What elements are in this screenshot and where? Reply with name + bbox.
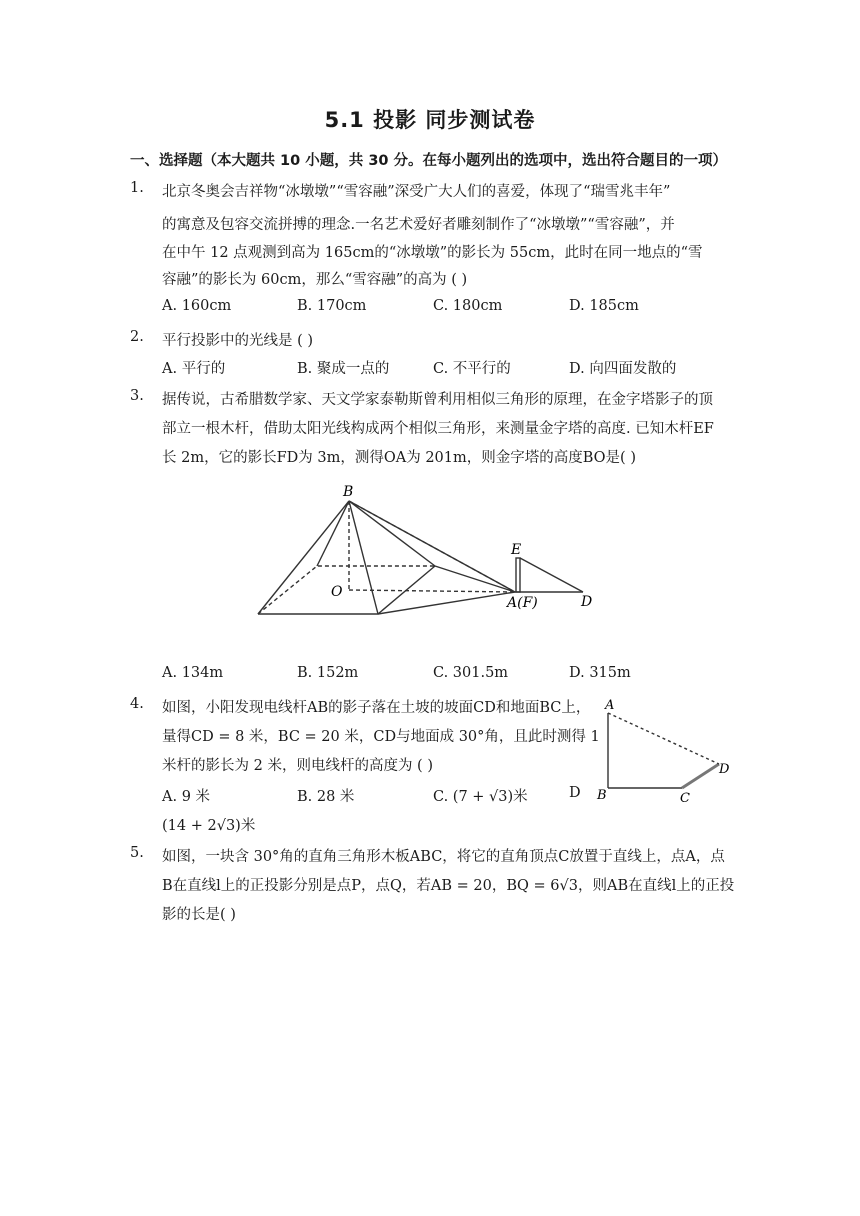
question-number: 1. — [130, 180, 144, 196]
question-line: 长 2m，它的影长FD为 3m，测得OA为 201m，则金字塔的高度BO是( ) — [162, 450, 636, 466]
option-b[interactable]: B. 152m — [297, 665, 359, 681]
label-af: A(F) — [507, 595, 538, 611]
question-line: 如图，一块含 30°角的直角三角形木板ABC，将它的直角顶点C放置于直线上，点A，点 — [162, 849, 725, 865]
option-c[interactable]: C. 180cm — [433, 298, 503, 314]
section-heading: 一、选择题（本大题共 10 小题，共 30 分。在每小题列出的选项中，选出符合题目的一项） — [130, 153, 728, 169]
question-line: 的寓意及包容交流拼搏的理念.一名艺术爱好者雕刻制作了“冰墩墩”“雪容融”，并 — [162, 217, 675, 233]
question-number: 4. — [130, 696, 144, 712]
label-e: E — [511, 542, 522, 558]
label-a: A — [605, 698, 615, 713]
question-line: 平行投影中的光线是 ( ) — [162, 333, 314, 349]
page-title: 5.1 投影 同步测试卷 — [324, 108, 536, 132]
option-d[interactable]: D. 315m — [569, 665, 631, 681]
question-line: 容融”的影长为 60cm，那么“雪容融”的高为 ( ) — [162, 272, 468, 288]
question-number: 5. — [130, 845, 144, 861]
question-line: 量得CD = 8 米，BC = 20 米，CD与地面成 30°角，且此时测得 1 — [162, 729, 600, 745]
option-c[interactable]: C. (7 + √3)米 — [433, 789, 528, 805]
label-d: D — [719, 762, 730, 777]
option-a[interactable]: A. 9 米 — [162, 789, 211, 805]
option-b[interactable]: B. 170cm — [297, 298, 367, 314]
question-line: 据传说，古希腊数学家、天文学家泰勒斯曾利用相似三角形的原理，在金字塔影子的顶 — [162, 392, 713, 408]
label-b: B — [597, 788, 607, 803]
question-line: B在直线l上的正投影分别是点P，点Q，若AB = 20，BQ = 6√3，则AB在直线l上的正投 — [162, 878, 735, 894]
option-d[interactable]: D. 185cm — [569, 298, 639, 314]
option-d-wrap[interactable]: (14 + 2√3)米 — [162, 818, 256, 834]
option-a[interactable]: A. 134m — [162, 665, 224, 681]
label-c: C — [680, 791, 690, 805]
pyramid-figure — [245, 478, 615, 643]
label-b: B — [343, 484, 354, 500]
question-number: 2. — [130, 329, 144, 345]
question-line: 如图，小阳发现电线杆AB的影子落在土坡的坡面CD和地面BC上， — [162, 700, 591, 716]
question-number: 3. — [130, 388, 144, 404]
question-line: 在中午 12 点观测到高为 165cm的“冰墩墩”的影长为 55cm，此时在同一地点的“雪 — [162, 245, 703, 261]
option-b[interactable]: B. 28 米 — [297, 789, 355, 805]
question-line: 米杆的影长为 2 米，则电线杆的高度为 ( ) — [162, 758, 433, 774]
pole-figure — [595, 695, 735, 805]
label-d: D — [581, 594, 593, 610]
option-d[interactable]: D. 向四面发散的 — [569, 361, 677, 377]
question-line: 部立一根木杆，借助太阳光线构成两个相似三角形，来测量金字塔的高度. 已知木杆EF — [162, 421, 714, 437]
question-line: 影的长是( ) — [162, 907, 236, 923]
option-c[interactable]: C. 不平行的 — [433, 361, 511, 377]
option-a[interactable]: A. 160cm — [162, 298, 232, 314]
option-c[interactable]: C. 301.5m — [433, 665, 509, 681]
option-d[interactable]: D — [569, 785, 581, 801]
option-b[interactable]: B. 聚成一点的 — [297, 361, 390, 377]
label-o: O — [331, 584, 343, 600]
question-line: 北京冬奥会吉祥物“冰墩墩”“雪容融”深受广大人们的喜爱，体现了“瑞雪兆丰年” — [162, 184, 671, 200]
option-a[interactable]: A. 平行的 — [162, 361, 226, 377]
